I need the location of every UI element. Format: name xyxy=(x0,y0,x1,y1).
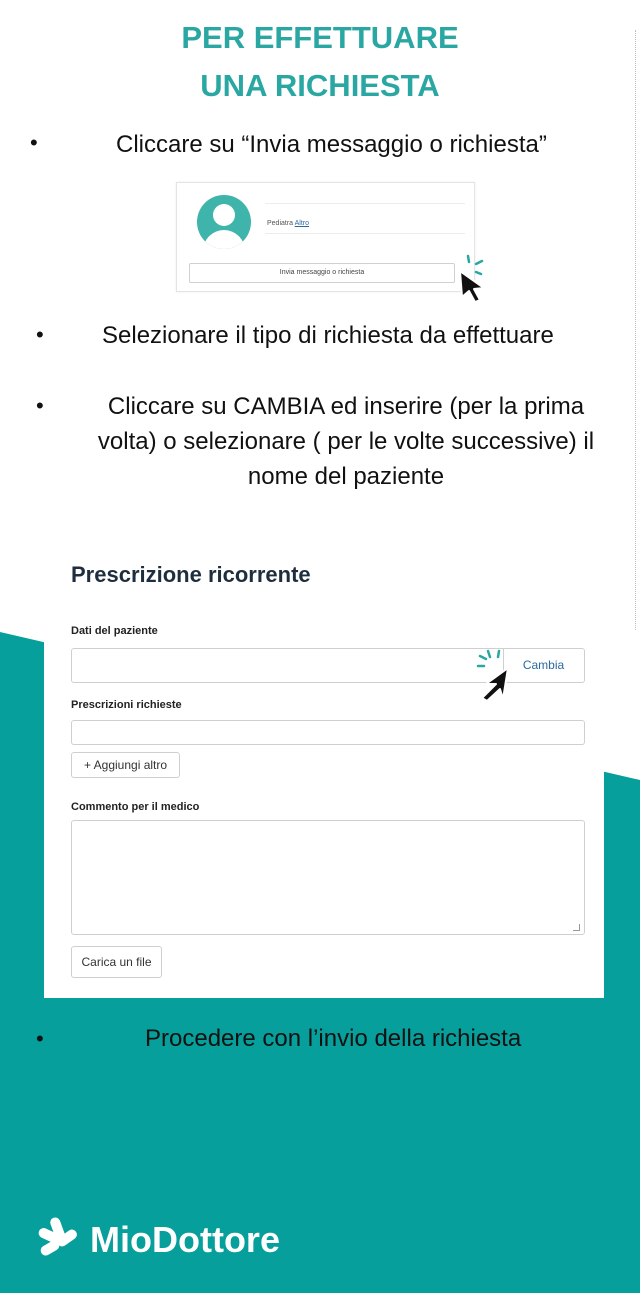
upload-file-button[interactable]: Carica un file xyxy=(71,946,162,978)
step-2-text: Selezionare il tipo di richiesta da effettuare xyxy=(102,322,554,349)
bullet: • xyxy=(36,322,44,347)
prescription-form-screenshot xyxy=(44,545,604,998)
step-1-text: Cliccare su “Invia messaggio o richiesta” xyxy=(116,131,547,158)
avatar-icon xyxy=(197,195,251,249)
click-cursor-icon xyxy=(452,252,496,304)
step-4-text: Procedere con l’invio della richiesta xyxy=(145,1025,522,1052)
brand-name: MioDottore xyxy=(90,1219,280,1260)
prescriptions-label: Prescrizioni richieste xyxy=(71,699,182,711)
dotted-divider xyxy=(635,30,636,630)
comment-label: Commento per il medico xyxy=(71,801,200,813)
page-title-line-1: PER EFFETTUARE xyxy=(181,20,459,55)
miodottore-logo-icon xyxy=(36,1215,80,1259)
bullet: • xyxy=(30,130,38,155)
send-message-button[interactable]: Invia messaggio o richiesta xyxy=(189,263,455,283)
step-3-text: Cliccare su CAMBIA ed inserire (per la prima volta) o selezionare ( per le volte successive) il nome del paziente xyxy=(97,393,595,490)
change-patient-button[interactable]: Cambia xyxy=(503,649,583,682)
add-more-button[interactable]: + Aggiungi altro xyxy=(71,752,180,778)
resize-handle-icon[interactable] xyxy=(573,924,580,931)
form-heading: Prescrizione ricorrente xyxy=(71,562,311,587)
patient-data-label: Dati del paziente xyxy=(71,625,158,637)
role-link[interactable]: Altro xyxy=(294,220,310,227)
prescriptions-field[interactable] xyxy=(71,720,585,745)
comment-textarea[interactable] xyxy=(71,820,585,935)
page-title-line-2: UNA RICHIESTA xyxy=(200,68,440,103)
doctor-role: Pediatra Altro xyxy=(267,220,310,227)
profile-card-screenshot xyxy=(176,182,475,292)
bullet: • xyxy=(36,393,44,418)
click-cursor-icon xyxy=(472,648,520,704)
bullet: • xyxy=(36,1026,44,1051)
